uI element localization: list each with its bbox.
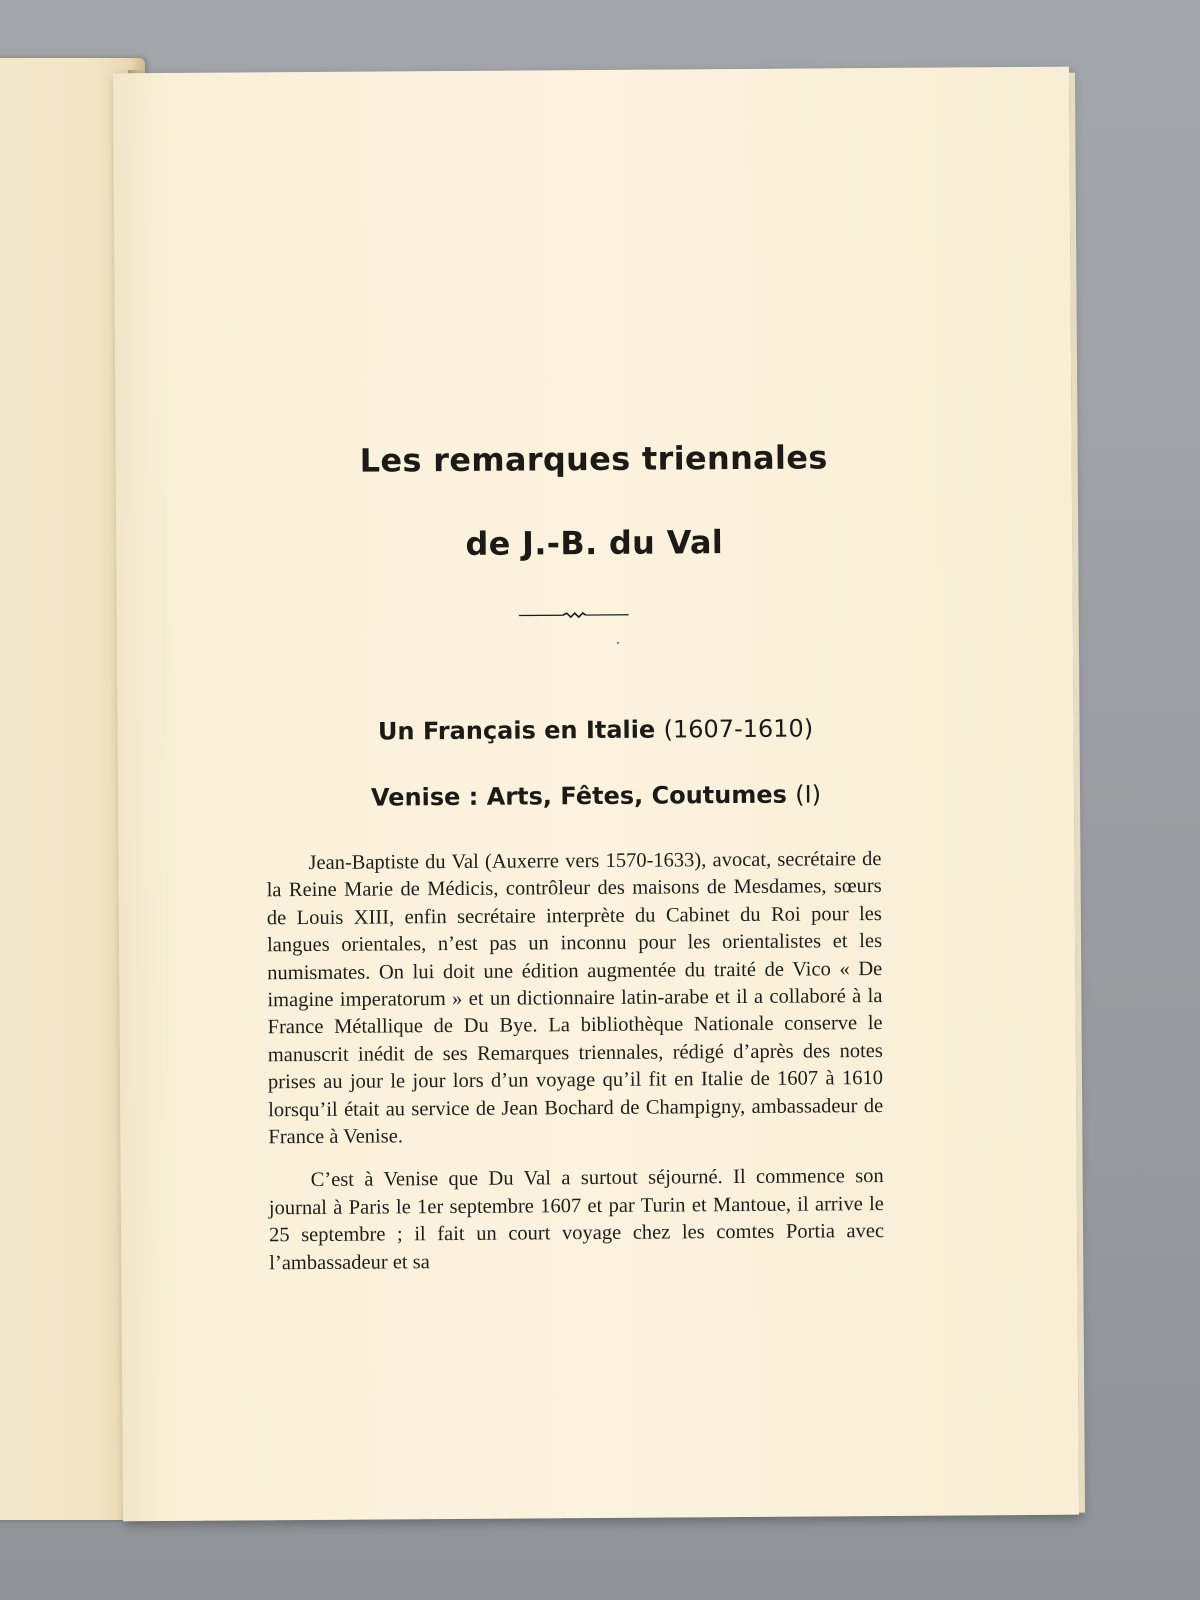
stray-dot — [617, 642, 619, 644]
subtitle-2 — [118, 779, 1074, 814]
subtitle-1 — [117, 713, 1073, 748]
subtitle-1-main: Un Français en Italie — [377, 715, 656, 746]
subtitle-2-main: Venise : Arts, Fêtes, Coutumes — [370, 780, 787, 812]
subtitle-1-dates: (1607-1610) — [663, 714, 814, 744]
paragraph-1: Jean-Baptiste du Val (Auxerre vers 1570-1633), avocat, secrétaire de la Reine Marie de Médicis, contrôleur des maisons de Mesdames, sœurs de Louis XIII, enfin secrétaire interprète du Cabinet du Roi pour les langues orientales, n’est pas un inconnu pour les orientalistes et les numismates. On lui doit une édition augmentée du traité de Vico « De imagine imperatorum » et un dictionnaire latin-arabe et il a collaboré à la France Métallique de Du Bye. La bibliothèque Nationale conserve le manuscrit inédit de ses Remarques triennales, rédigé d’après des notes prises au jour le jour lors d’un voyage qu’il fit en Italie de 1607 à 1610 lorsqu’il était au service de Jean Bochard de Champigny, ambassadeur de France à Venise. — [266, 848, 884, 1149]
title-line-1: Les remarques triennales — [359, 438, 828, 480]
paragraph-2: C’est à Venise que Du Val a surtout séjourné. Il commence son journal à Paris le 1er septembre 1607 et par Turin et Mantoue, il arrive le 25 septembre ; il fait un court voyage chez les comtes Portia avec l’ambassadeur et sa — [268, 1165, 885, 1274]
document-page — [113, 67, 1079, 1522]
body-text — [266, 846, 884, 1277]
subtitle-2-note: (I) — [795, 780, 822, 809]
ornament-divider-icon — [519, 610, 629, 621]
title-line-2: de J.-B. du Val — [465, 523, 724, 563]
